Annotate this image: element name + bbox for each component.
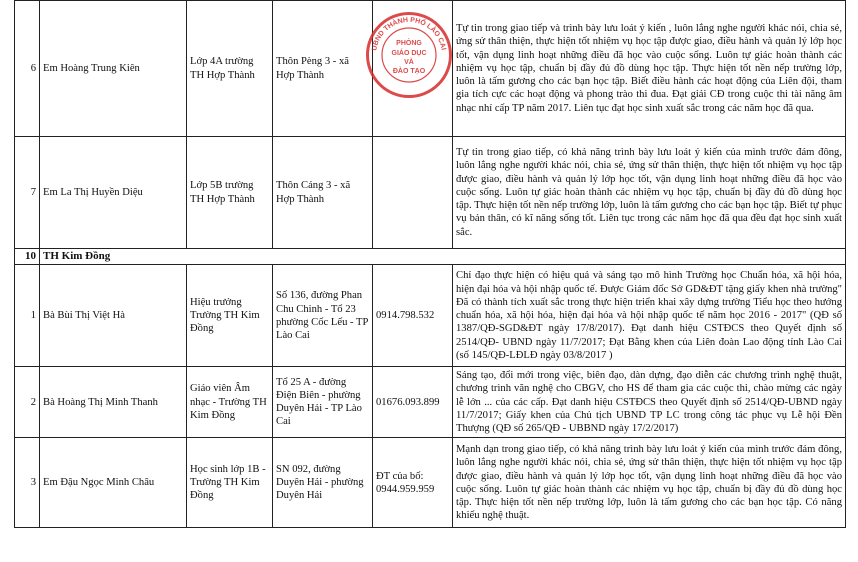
- person-position: Lớp 4A trường TH Hợp Thành: [187, 1, 273, 137]
- person-address: Tổ 25 A - đường Điện Biên - phường Duyên Hải - TP Lào Cai: [273, 367, 373, 438]
- table-row: [15, 1, 846, 137]
- person-name: Bà Hoàng Thị Minh Thanh: [40, 367, 187, 438]
- person-phone: ĐT của bố: 0944.959.959: [373, 438, 453, 528]
- person-name: Em Đậu Ngọc Minh Châu: [40, 438, 187, 528]
- seal-ring-text: UBND THÀNH PHỐ LÀO CAI: [371, 16, 447, 52]
- seal-line: PHÒNG: [396, 40, 422, 47]
- row-number: 6: [15, 1, 40, 137]
- person-address: Thôn Cáng 3 - xã Hợp Thành: [273, 137, 373, 249]
- person-position: Giáo viên Âm nhạc - Trường TH Kim Đồng: [187, 367, 273, 438]
- achievement-text: Tự tin trong giao tiếp, có khả năng trình bày lưu loát ý kiến của mình trước đám đông, luôn lắng nghe người khác nói, chia sẻ, ứng sử thân thiện, thực hiện tốt nhiệm vụ học tập được giao, điều hành và quản lý lớp học tốt, vận dụng linh hoạt những điều đã học vào cuộc sống. Luôn tự giác hoàn thành các nhiệm vụ học tập, chuẩn bị đầy đủ đồ dùng học tập. Thực hiện tốt nền nếp trường lớp, luôn là tấm gương cho các bạn học tập. Biết tự phục vụ bản thân, có kĩ năng sống tốt. Liên tục trong các năm học đã qua đều đạt học sinh xuất sắc.: [453, 137, 846, 249]
- commendation-table: [14, 0, 846, 528]
- person-phone: 0914.798.532: [373, 265, 453, 367]
- person-phone: 01676.093.899: [373, 367, 453, 438]
- table-row: [15, 367, 846, 438]
- section-title: TH Kim Đồng: [40, 249, 846, 265]
- person-name: Bà Bùi Thị Việt Hà: [40, 265, 187, 367]
- person-name: Em Hoàng Trung Kiên: [40, 1, 187, 137]
- person-address: Thôn Pèng 3 - xã Hợp Thành: [273, 1, 373, 137]
- table-row: [15, 137, 846, 249]
- person-position: Học sinh lớp 1B - Trường TH Kim Đồng: [187, 438, 273, 528]
- seal-line: ĐÀO TẠO: [392, 68, 426, 75]
- seal-line: VÀ: [404, 59, 414, 66]
- person-address: SN 092, đường Duyên Hải - phường Duyên Hải: [273, 438, 373, 528]
- row-number: 2: [15, 367, 40, 438]
- table-row: [15, 265, 846, 367]
- section-header-row: [15, 249, 846, 265]
- person-address: Số 136, đường Phan Chu Chinh - Tổ 23 phường Cốc Lếu - TP Lào Cai: [273, 265, 373, 367]
- person-position: Lớp 5B trường TH Hợp Thành: [187, 137, 273, 249]
- person-position: Hiệu trưởng Trường TH Kim Đồng: [187, 265, 273, 367]
- achievement-text: Mạnh dạn trong giao tiếp, có khả năng trình bày lưu loát ý kiến của mình trước đám đông, luôn lắng nghe người khác nói, chia sẻ, ứng sử thân thiện, thực hiện tốt nhiệm vụ học tập được giao, điều hành và quản lý lớp học tốt, vận dụng linh hoạt những điều đã học vào cuộc sống. Luôn tự giác hoàn thành các nhiệm vụ học tập, chuẩn bị đầy đủ đồ dùng học tập. Thực hiện tốt nền nếp trường lớp, luôn là tấm gương cho các bạn học tập. Có năng khiếu nghệ thuật.: [453, 438, 846, 528]
- table-row: [15, 438, 846, 528]
- person-name: Em La Thị Huyền Diệu: [40, 137, 187, 249]
- seal-line: GIÁO DỤC: [391, 50, 427, 57]
- achievement-text: Sáng tạo, đổi mới trong việc, biên đạo, dàn dựng, đạo diễn các chương trình nghệ thuật, chương trình văn nghệ cho CBGV, cho HS để tham gia các cuộc thi, chào mừng các ngày lễ lớn ... của các cấp. Đạt danh hiệu CSTĐCS theo Quyết định số 2514/QĐ-UBND ngày 11/7/2017; Giấy khen của Chủ tịch UBND TP LC trong công tác phục vụ Lễ hội Đền Thượng (QĐ số 265/QĐ - UBBND ngày 17/2/2017): [453, 367, 846, 438]
- person-phone: [373, 137, 453, 249]
- achievement-text: Chỉ đạo thực hiện có hiệu quả và sáng tạo mô hình Trường học Chuẩn hóa, xã hội hóa, hiện đại hóa và hội nhập quốc tế. Được Giám đốc Sở GD&ĐT tặng giấy khen nhà trường" Đã có thành tích xuất sắc trong thực hiện triển khai xây dựng trường Tiểu học theo hướng chuẩn hóa, xã hội hóa, hiện đại hóa và hội nhập quốc tế năm học 2016 - 2017" (QĐ số 1387/QĐ-SGD&ĐT ngày 17/8/2017). Đạt danh hiệu CSTĐCS theo Quyết định số 2514/QĐ- UBND ngày 11/7/2017; Đạt Bằng khen của Liên đoàn Lao động tỉnh Lào Cai (số 145/QĐ-LĐLĐ ngày 03/8/2017 ): [453, 265, 846, 367]
- achievement-text: Tự tin trong giao tiếp và trình bày lưu loát ý kiến , luôn lắng nghe người khác nói, chia sẻ, ứng sử thân thiện, thực hiện tốt nhiệm vụ học tập được giao, điều hành và quản lý lớp học tốt, vận dụng linh hoạt những điều đã học vào cuộc sống. Luôn tự giác hoàn thành các nhiệm vụ học tập, chuẩn bị đầy đủ đồ dùng học tập. Thực hiện tốt nền nếp trường lớp, luôn là tấm gương cho các bạn học tập. Biết điều hành các hoạt động của Liên đội, tham gia tích cực các hoạt động và phong trào thi đua. Đạt giải CĐ trong cuộc thi tài năng âm nhạc nhí cấp TP năm 2017. Liên tục đạt học sinh xuất sắc trong các năm học đã qua.: [453, 1, 846, 137]
- section-number: 10: [15, 249, 40, 265]
- person-phone: [373, 1, 453, 137]
- row-number: 1: [15, 265, 40, 367]
- row-number: 3: [15, 438, 40, 528]
- row-number: 7: [15, 137, 40, 249]
